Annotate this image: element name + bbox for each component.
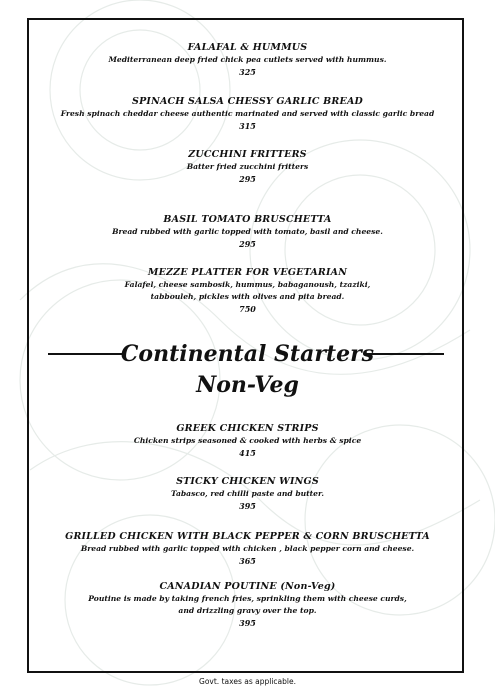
section-title: Continental Starters — [120, 341, 375, 367]
item-description: Chicken strips seasoned & cooked with herbs & spice — [133, 436, 362, 445]
item-description: Mediterranean deep fried chick pea cutlets served with hummus. — [108, 55, 387, 64]
menu-item — [0, 530, 495, 567]
item-description: tabbouleh, pickles with olives and pita bread. — [150, 292, 345, 301]
menu-item — [0, 266, 495, 315]
item-description: Poutine is made by taking french fries, sprinkling them with cheese curds, — [88, 594, 407, 603]
item-name: GRILLED CHICKEN WITH BLACK PEPPER & CORN BRUSCHETTA — [65, 531, 430, 542]
item-price: 365 — [239, 556, 256, 566]
item-description: Bread rubbed with garlic topped with tomato, basil and cheese. — [112, 227, 383, 236]
item-name: ZUCCHINI FRITTERS — [188, 149, 307, 160]
section-subtitle: Non-Veg — [196, 372, 299, 398]
item-name: STICKY CHICKEN WINGS — [176, 476, 319, 487]
item-price: 750 — [239, 304, 256, 314]
item-price: 395 — [239, 501, 256, 511]
menu-item — [0, 213, 495, 250]
menu-item — [0, 580, 495, 629]
item-name: SPINACH SALSA CHESSY GARLIC BREAD — [132, 96, 363, 107]
item-description: Bread rubbed with garlic topped with chicken , black pepper corn and cheese. — [80, 544, 415, 553]
item-name: GREEK CHICKEN STRIPS — [176, 423, 319, 434]
item-name: MEZZE PLATTER FOR VEGETARIAN — [147, 267, 348, 278]
menu-item — [0, 148, 495, 185]
item-price: 295 — [239, 239, 256, 249]
menu-item — [0, 422, 495, 459]
menu-item — [0, 475, 495, 512]
item-description: and drizzling gravy over the top. — [178, 606, 317, 615]
item-name: BASIL TOMATO BRUSCHETTA — [163, 214, 332, 225]
item-description: Fresh spinach cheddar cheese authentic marinated and served with classic garlic bread — [60, 109, 435, 118]
item-price: 325 — [239, 67, 256, 77]
item-price: 295 — [239, 174, 256, 184]
item-price: 395 — [239, 618, 256, 628]
item-description: Batter fried zucchini fritters — [186, 162, 309, 171]
tax-note: Govt. taxes as applicable. — [199, 677, 296, 686]
menu-item — [0, 41, 495, 78]
item-price: 315 — [239, 121, 256, 131]
item-description: Tabasco, red chilli paste and butter. — [171, 489, 324, 498]
item-name: CANADIAN POUTINE (Non-Veg) — [159, 581, 336, 592]
menu-item — [0, 95, 495, 132]
item-description: Falafel, cheese sambosik, hummus, babaganoush, tzaziki, — [124, 280, 371, 289]
item-name: FALAFAL & HUMMUS — [187, 42, 308, 53]
item-price: 415 — [239, 448, 256, 458]
